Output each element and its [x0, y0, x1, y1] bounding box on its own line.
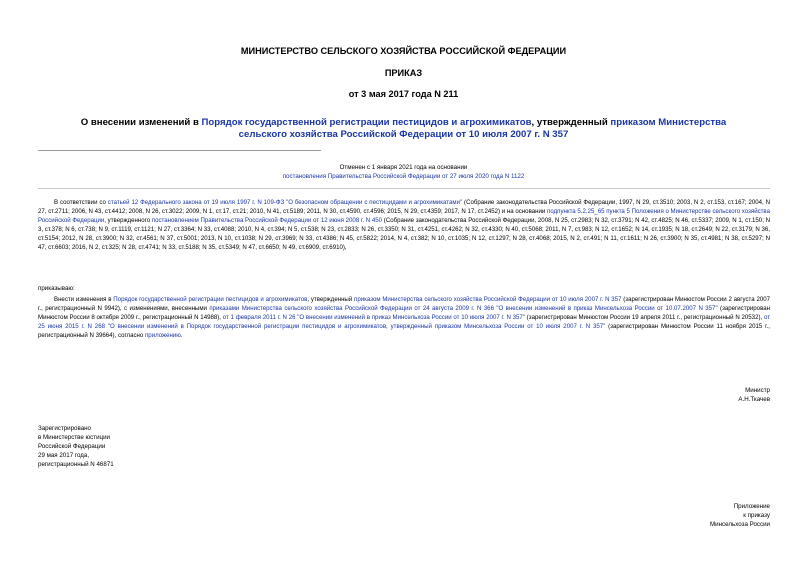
para1-link-law-109fz[interactable]: статьей 12 Федерального закона от 19 июля 1997 г. N 109-ФЗ "О безопасном обращении с пестицидами и агрохимикатами"	[107, 199, 463, 206]
para2-text-3: (зарегистрирован Минюстом России 2 августа 2007 г., регистрационный N 9942), с изменениями, внесенными	[38, 296, 770, 312]
para2-text-1: Внести изменения в	[54, 296, 114, 303]
appendix-line: Минсельхоза России	[710, 520, 770, 528]
title-link-order-357[interactable]: приказом Министерства сельского хозяйства Российской Федерации от 10 июля 2007 г. N 357	[238, 117, 727, 140]
registration-line: Российской Федерации	[38, 442, 106, 450]
para1-link-regulation-point[interactable]: подпункта 5.2.25_65 пункта 5 Положения о Министерстве сельского хозяйства Российской Федерации	[38, 207, 770, 224]
signature-name: А.Н.Ткачев	[738, 395, 770, 403]
registration-line: регистрационный N 46871	[38, 460, 114, 468]
cancel-divider	[38, 188, 770, 189]
paragraph-basis	[38, 199, 770, 252]
registration-line: Зарегистрировано	[38, 425, 91, 432]
para2-text-7: .	[180, 331, 183, 339]
cancel-note-line: Отменен с 1 января 2021 года на основании	[339, 164, 468, 171]
para2-link-appendix[interactable]: приложению	[145, 331, 181, 339]
para2-link-procedure[interactable]: Порядок государственной регистрации пестицидов и агрохимикатов	[113, 296, 308, 303]
document-title	[60, 117, 747, 141]
title-divider	[38, 150, 321, 151]
signature-role: Министр	[745, 387, 770, 394]
title-text-mid: , утвержденный	[531, 117, 611, 128]
title-text-pre: О внесении изменений в	[80, 117, 202, 128]
para2-link-order-26[interactable]: от 1 февраля 2011 г. N 26 "О внесении изменений в приказ Минсельхоза России от 10 июля 2007 г. N 357"	[222, 313, 525, 321]
appendix-line: Приложение	[733, 503, 770, 510]
para2-link-order-268[interactable]: от 25 июня 2015 г. N 268 "О внесении изменений в Порядок государственной регистрации пестицидов и агрохимикатов, утвержденный приказом Минсельхоза России от 10 июля 2007 г. N 357"	[38, 313, 770, 330]
doc-type-heading: ПРИКАЗ	[384, 68, 423, 78]
appendix-line: к приказу	[743, 511, 770, 519]
appendix-block	[570, 503, 770, 530]
cancel-note-link[interactable]: постановления Правительства Российской Федерации от 27 июля 2020 года N 1122	[282, 172, 525, 180]
para1-text-3: , утвержденного	[104, 216, 152, 224]
para2-link-order-357[interactable]: приказом Министерства сельского хозяйства Российской Федерации от 10 июля 2007 г. N 357	[354, 296, 622, 303]
para1-link-decree-450[interactable]: постановлением Правительства Российской Федерации от 12 июня 2008 г. N 450	[151, 216, 383, 224]
ministry-heading: МИНИСТЕРСТВО СЕЛЬСКОГО ХОЗЯЙСТВА РОССИЙСКОЙ ФЕДЕРАЦИИ	[240, 46, 567, 56]
para1-text-4: (Собрание законодательства Российской Федерации, 2008, N 25, ст.2983; N 32, ст.3791; N 42, ст.4825; N 46, ст.5337; 2009, N 1, ст.150; N 3, ст.378; N 6, ст.738; N 9, ст.1119, ст.1121; N 27, ст.3364; N 33, ст.4088; 2010, N 4, ст.394; N 5, ст.538; N 23, ст.2833; N 26, ст.3350; N 31, ст.4251, ст.4262; N 32, ст.4330; N 40, ст.5068; 2011, N 7, ст.983; N 12, ст.1652; N 14, ст.1935; N 18, ст.2649; N 22, ст.3179; N 36, ст.5154; 2012, N 28, ст.3900; N 32, ст.4561; N 37, ст.5001; 2013, N 10, ст.1038; N 29, ст.3969; N 33, ст.4386; N 45, ст.5822; 2014, N 4, ст.382; N 10, ст.1035; N 12, ст.1297; N 28, ст.4068; 2015, N 2, ст.491; N 11, ст.1611; N 26, ст.3900; N 35, ст.4981; N 38, ст.5297; N 47, ст.6603; 2016, N 2, ст.325; N 28, ст.4741; N 33, ст.5188; N 35, ст.5349; N 47, ст.6650; N 49, ст.6909, ст.6910),	[38, 216, 771, 251]
registration-line: 29 мая 2017 года,	[38, 451, 90, 459]
para2-link-order-366[interactable]: приказами Министерства сельского хозяйства Российской Федерации от 24 августа 2009 г. N 366 "О внесении изменений в приказ Минсельхоза России от 10.07.2007 N 357"	[209, 304, 718, 312]
para2-text-4: (зарегистрирован Минюстом России 8 октября 2009 г., регистрационный N 14988),	[38, 304, 770, 321]
para2-text-6: (зарегистрирован Минюстом России 11 ноября 2015 г., регистрационный N 39664), согласно	[38, 322, 771, 339]
para1-text-2: (Собрание законодательства Российской Федерации, 1997, N 29, ст.3510; 2003, N 2, ст.153, ст.167; 2004, N 27, ст.2711; 2006, N 43, ст.4412; 2008, N 26, ст.3022; 2009, N 1, ст.17, ст.21; 2010, N 41, ст.5189; 2011, N 30, ст.4590, ст.4596; 2015, N 29, ст.4359; 2017, N 17, ст.2452) и на основании	[38, 199, 770, 215]
registration-line: в Министерстве юстиции	[38, 433, 111, 441]
doc-date-number: от 3 мая 2017 года N 211	[348, 89, 459, 99]
cancel-note	[0, 164, 807, 181]
signature-block	[570, 387, 770, 405]
registration-block	[38, 425, 258, 470]
title-link-procedure[interactable]: Порядок государственной регистрации пестицидов и агрохимикатов	[201, 117, 532, 128]
para1-text-1: В соответствии со	[54, 199, 108, 206]
order-word: приказываю:	[38, 285, 75, 292]
para2-text-5: (зарегистрирован Минюстом России 19 апреля 2011 г., регистрационный N 20532),	[525, 313, 764, 321]
paragraph-order	[38, 296, 770, 341]
para2-text-2: , утвержденный	[307, 296, 355, 303]
